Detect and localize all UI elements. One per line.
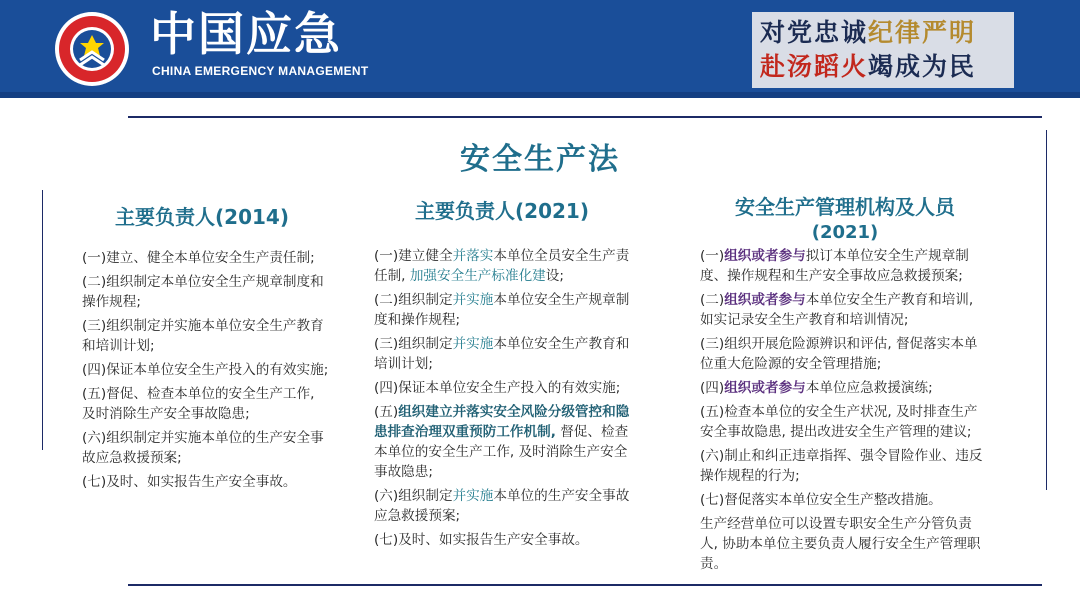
slogan-line-1: [760, 18, 976, 48]
column-3-item: [700, 402, 988, 442]
item-text-segment: (三)组织制定并实施本单位安全生产教育和培训计划;: [82, 318, 324, 354]
column-1-item: [82, 428, 332, 468]
top-divider: [128, 116, 1042, 118]
item-text-segment: 组织或者参与: [724, 380, 806, 396]
item-text-segment: 本单位安全生产教育和培训计划;: [374, 336, 630, 372]
item-text-segment: (五): [374, 404, 399, 420]
column-3-heading-line-2: (2021): [811, 222, 879, 243]
page-title: 安全生产法: [460, 142, 620, 177]
header-bottom-strip: [0, 92, 1080, 98]
item-text-segment: 本单位安全生产规章制度和操作规程;: [374, 292, 630, 328]
right-frame-line: [1046, 130, 1047, 490]
item-text-segment: (六)组织制定: [374, 488, 453, 504]
column-3-heading-line-1: 安全生产管理机构及人员: [735, 195, 955, 219]
column-2-item: [374, 246, 638, 286]
brand-name-chinese: 中国应急: [150, 7, 342, 61]
column-3-item: [700, 246, 988, 286]
bottom-divider: [128, 584, 1042, 586]
slogan-line-2-part-1: 赴汤蹈火: [760, 52, 869, 81]
item-text-segment: 组织或者参与: [724, 248, 806, 264]
item-text-segment: (四): [700, 380, 725, 396]
item-text-segment: 组织或者参与: [724, 292, 806, 308]
column-2-item: [374, 402, 638, 482]
item-text-segment: (一)建立、健全本单位安全生产责任制;: [82, 250, 315, 266]
column-2-item: [374, 486, 638, 526]
column-3-item: [700, 334, 988, 374]
slogan-line-2-part-2: 竭成为民: [868, 52, 977, 81]
item-text-segment: (七)督促落实本单位安全生产整改措施。: [700, 492, 942, 508]
item-text-segment: (三)组织制定: [374, 336, 453, 352]
column-1-body: [82, 248, 332, 496]
item-text-segment: (三)组织开展危险源辨识和评估, 督促落实本单位重大危险源的安全管理措施;: [700, 336, 978, 372]
slogan-line-1-part-1: 对党忠诚: [760, 18, 869, 47]
emergency-management-emblem-icon: [44, 10, 140, 88]
item-text-segment: (五)检查本单位的安全生产状况, 及时排查生产安全事故隐患, 提出改进安全生产管理的建议;: [700, 404, 978, 440]
column-2-item: [374, 334, 638, 374]
item-text-segment: 本单位全员安全生产责任制,: [374, 248, 630, 284]
slogan-line-1-part-2: 纪律严明: [868, 18, 977, 47]
item-text-segment: 组织建立并落实安全风险分级管控和隐患排查治理双重预防工作机制,: [374, 404, 630, 440]
column-1-item: [82, 472, 332, 492]
item-text-segment: 生产经营单位可以设置专职安全生产分管负责人, 协助本单位主要负责人履行安全生产管理职责。: [700, 516, 981, 572]
column-3-item: [700, 446, 988, 486]
item-text-segment: (五)督促、检查本单位的安全生产工作, 及时消除生产安全事故隐患;: [82, 386, 315, 422]
column-1-heading: 主要负责人(2014): [115, 205, 289, 229]
brand-name-english: CHINA EMERGENCY MANAGEMENT: [152, 64, 369, 78]
item-text-segment: 拟订本单位安全生产规章制度、操作规程和生产安全事故应急救援预案;: [700, 248, 969, 284]
item-text-segment: 本单位应急救援演练;: [805, 380, 933, 396]
column-1-item: [82, 248, 332, 268]
column-1-item: [82, 272, 332, 312]
left-frame-line: [42, 190, 43, 450]
column-3-body: [700, 246, 988, 578]
column-2-heading: 主要负责人(2021): [415, 199, 589, 223]
item-text-segment: (四)保证本单位安全生产投入的有效实施;: [82, 362, 329, 378]
item-text-segment: (二): [700, 292, 725, 308]
item-text-segment: 并实施: [452, 292, 494, 308]
item-text-segment: 督促、检查本单位的安全生产工作, 及时消除生产安全事故隐患;: [374, 424, 629, 480]
column-3-item: [700, 490, 988, 510]
column-2-item: [374, 290, 638, 330]
item-text-segment: 本单位的生产安全事故应急救援预案;: [374, 488, 630, 524]
column-2-item: [374, 530, 638, 550]
column-2-body: [374, 246, 638, 554]
item-text-segment: (一)建立健全: [374, 248, 453, 264]
item-text-segment: 本单位安全生产教育和培训, 如实记录安全生产教育和培训情况;: [700, 292, 974, 328]
column-1-item: [82, 384, 332, 424]
column-1-item: [82, 316, 332, 356]
item-text-segment: (一): [700, 248, 725, 264]
item-text-segment: (二)组织制定: [374, 292, 453, 308]
item-text-segment: 设;: [545, 268, 564, 284]
item-text-segment: 并实施: [452, 336, 494, 352]
item-text-segment: (七)及时、如实报告生产安全事故。: [82, 474, 297, 490]
column-2-item: [374, 378, 638, 398]
column-1-item: [82, 360, 332, 380]
item-text-segment: (六)组织制定并实施本单位的生产安全事故应急救援预案;: [82, 430, 324, 466]
item-text-segment: 加强安全生产标准化建: [409, 268, 546, 284]
column-3-item: [700, 290, 988, 330]
item-text-segment: (七)及时、如实报告生产安全事故。: [374, 532, 589, 548]
item-text-segment: 并实施: [452, 488, 494, 504]
slogan-line-2: [760, 52, 976, 82]
column-3-item: [700, 378, 988, 398]
column-3-item: [700, 514, 988, 574]
item-text-segment: 并落实: [452, 248, 494, 264]
column-3-heading: [700, 194, 990, 246]
item-text-segment: (四)保证本单位安全生产投入的有效实施;: [374, 380, 621, 396]
item-text-segment: (二)组织制定本单位安全生产规章制度和操作规程;: [82, 274, 324, 310]
item-text-segment: (六)制止和纠正违章指挥、强令冒险作业、违反操作规程的行为;: [700, 448, 983, 484]
